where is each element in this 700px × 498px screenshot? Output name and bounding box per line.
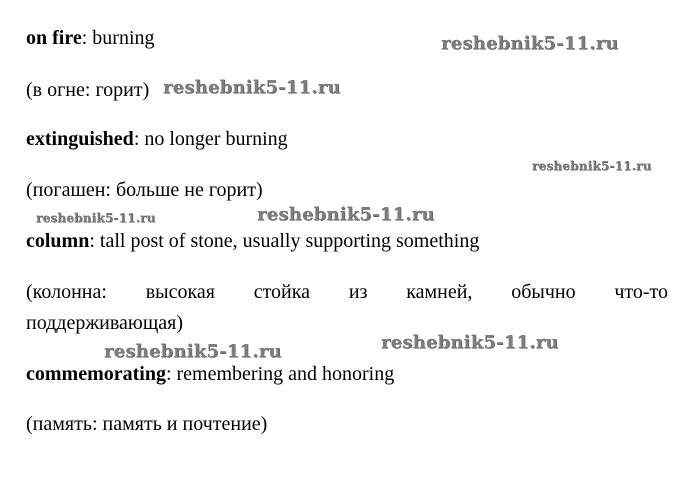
definition: : remembering and honoring: [165, 363, 395, 385]
term: extinguished: [26, 128, 134, 150]
word: из: [348, 281, 368, 303]
term: commemorating: [26, 363, 166, 385]
term: on fire: [26, 27, 82, 49]
watermark: reshebnik5-11.ru: [381, 332, 559, 353]
watermark: reshebnik5-11.ru: [36, 211, 156, 225]
translation-column: [26, 280, 668, 304]
entry-column: [26, 229, 479, 253]
translation-extinguished: (погашен: больше не горит): [26, 179, 263, 201]
translation-on-fire: (в огне: горит): [26, 79, 150, 101]
translation-column-cont: поддерживающая): [26, 312, 184, 334]
word: стойка: [253, 281, 311, 303]
watermark: reshebnik5-11.ru: [104, 341, 282, 362]
watermark: reshebnik5-11.ru: [257, 204, 435, 225]
word: что-то: [614, 281, 669, 303]
entry-on-fire: [26, 26, 155, 50]
word: (колонна:: [26, 281, 107, 303]
word: обычно: [511, 281, 576, 303]
entry-commemorating: [26, 362, 394, 386]
definition: : burning: [81, 27, 155, 49]
term: column: [26, 230, 90, 252]
watermark: reshebnik5-11.ru: [532, 159, 652, 173]
watermark: reshebnik5-11.ru: [441, 33, 619, 54]
definition: : tall post of stone, usually supporting something: [89, 230, 480, 252]
definition: : no longer burning: [133, 128, 288, 150]
translation-commemorating: (память: память и почтение): [26, 413, 268, 435]
word: камней,: [406, 281, 473, 303]
entry-extinguished: [26, 127, 288, 151]
watermark: reshebnik5-11.ru: [163, 77, 341, 98]
word: высокая: [145, 281, 215, 303]
